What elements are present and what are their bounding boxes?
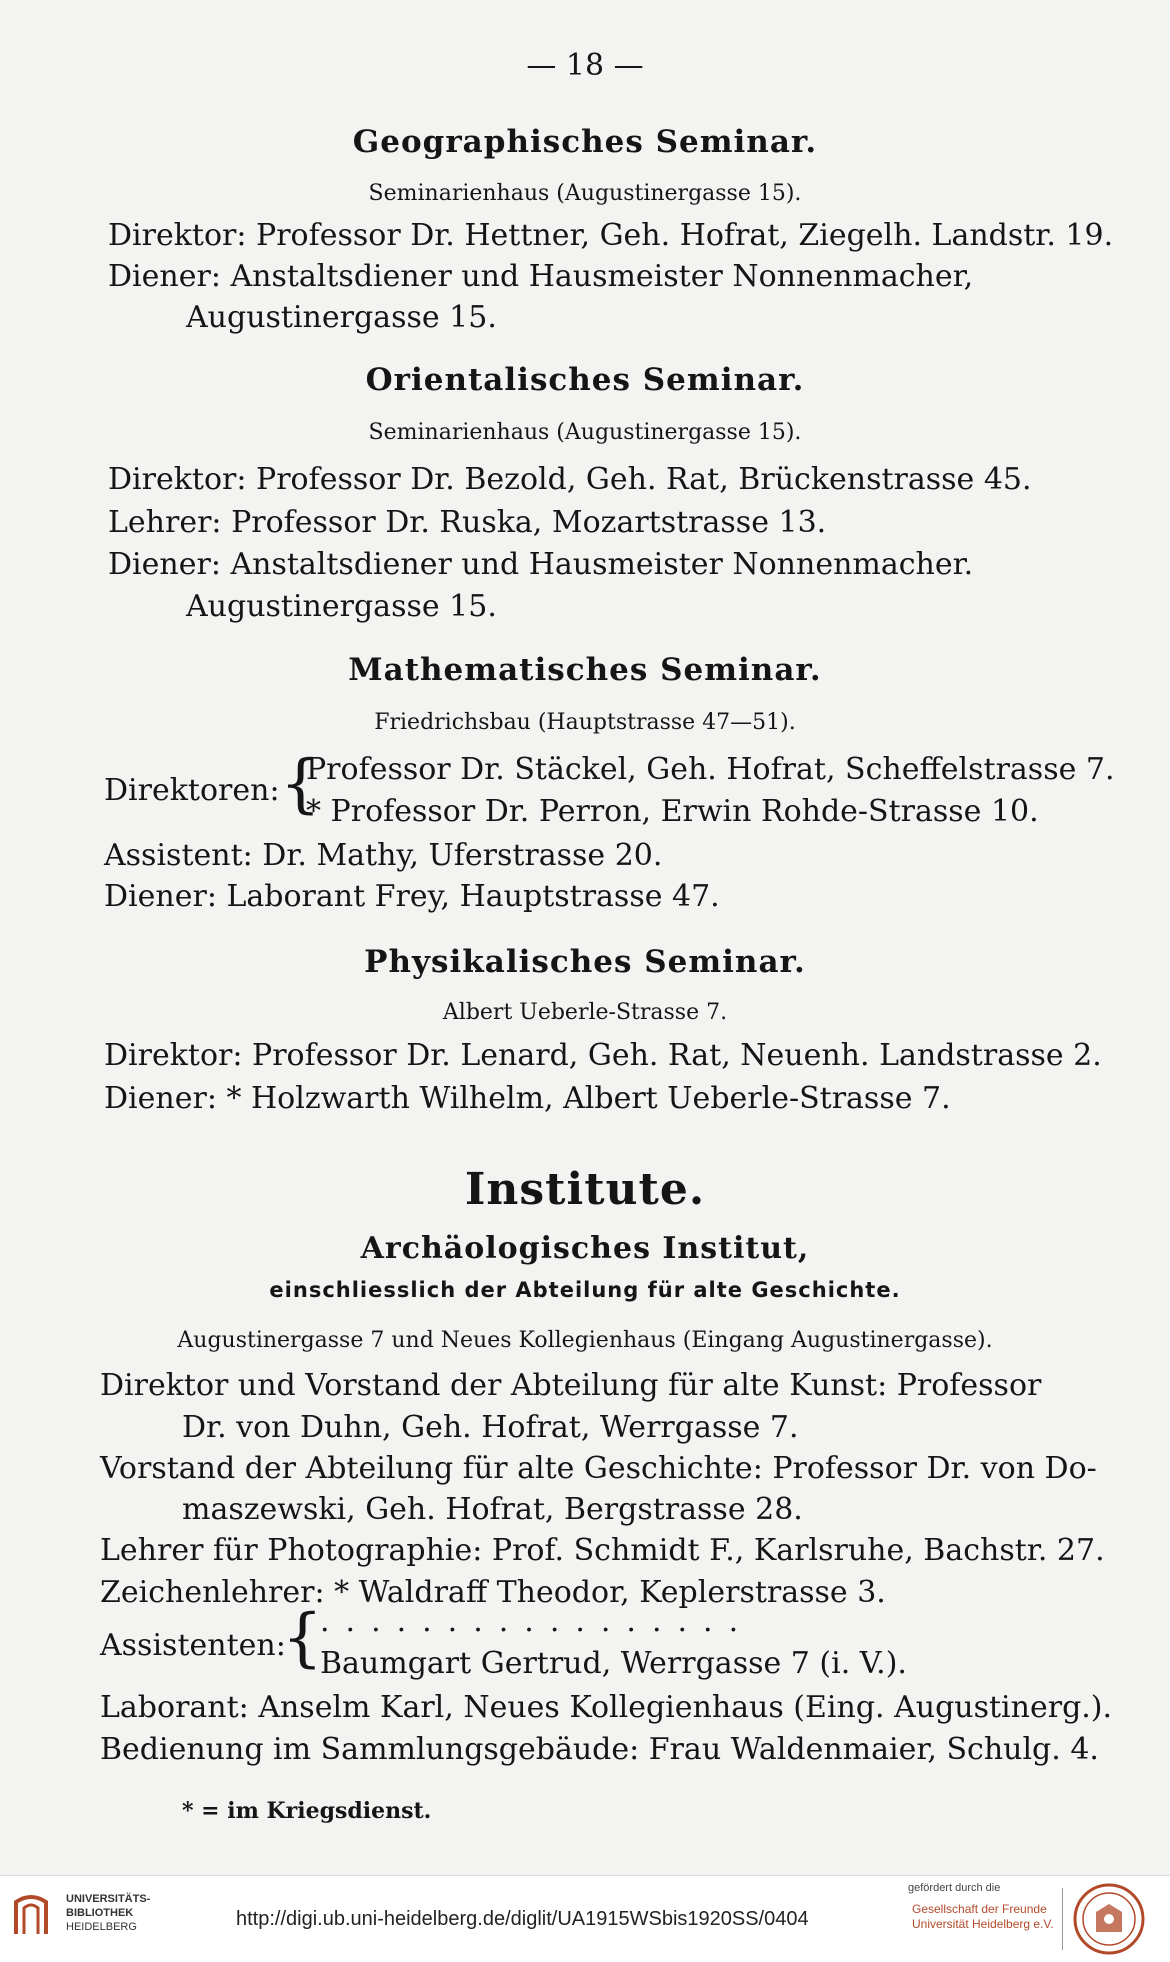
math-servant: Diener: Laborant Frey, Hauptstrasse 47.	[104, 879, 720, 914]
phys-heading: Physikalisches Seminar.	[364, 944, 806, 980]
arch-collection-staff: Bedienung im Sammlungsgebäude: Frau Waldenmaier, Schulg. 4.	[100, 1732, 1099, 1767]
sponsor-intro: gefördert durch die	[908, 1882, 1001, 1894]
phys-address: Albert Ueberle-Strasse 7.	[442, 1000, 728, 1025]
arch-history-head: Vorstand der Abteilung für alte Geschichte: Professor Dr. von Do-	[100, 1451, 1097, 1486]
library-name-line1: UNIVERSITÄTS-	[66, 1893, 151, 1905]
phys-director: Direktor: Professor Dr. Lenard, Geh. Rat, Neuenh. Landstrasse 2.	[104, 1038, 1102, 1073]
library-logo-icon	[10, 1890, 52, 1940]
geo-servant: Diener: Anstaltsdiener und Hausmeister Nonnenmacher,	[108, 259, 974, 294]
arch-director: Direktor und Vorstand der Abteilung für alte Kunst: Professor	[100, 1368, 1042, 1403]
library-name-line2: BIBLIOTHEK	[66, 1907, 134, 1919]
orient-servant-address: Augustinergasse 15.	[186, 589, 497, 624]
orient-servant: Diener: Anstaltsdiener und Hausmeister Nonnenmacher.	[108, 547, 974, 582]
orient-teacher: Lehrer: Professor Dr. Ruska, Mozartstrasse 13.	[108, 505, 827, 540]
math-assistant: Assistent: Dr. Mathy, Uferstrasse 20.	[104, 838, 663, 873]
arch-assistants-label: Assistenten:	[100, 1628, 286, 1663]
math-directors-label: Direktoren:	[104, 773, 280, 808]
geo-director: Direktor: Professor Dr. Hettner, Geh. Hofrat, Ziegelh. Landstr. 19.	[108, 218, 1114, 253]
page-number: — 18 —	[526, 48, 644, 83]
arch-photo-teacher: Lehrer für Photographie: Prof. Schmidt F., Karlsruhe, Bachstr. 27.	[100, 1533, 1105, 1568]
geo-address: Seminarienhaus (Augustinergasse 15).	[368, 181, 802, 206]
library-name-line3: HEIDELBERG	[66, 1921, 137, 1933]
orient-address: Seminarienhaus (Augustinergasse 15).	[368, 420, 802, 445]
arch-history-head-cont: maszewski, Geh. Hofrat, Bergstrasse 28.	[182, 1492, 803, 1527]
math-director-2: * Professor Dr. Perron, Erwin Rohde-Strasse 10.	[306, 794, 1039, 829]
math-director-1: Professor Dr. Stäckel, Geh. Hofrat, Scheffelstrasse 7.	[306, 752, 1115, 787]
sponsor-name	[912, 1902, 1054, 1932]
math-heading: Mathematisches Seminar.	[348, 652, 822, 688]
geo-servant-address: Augustinergasse 15.	[186, 300, 497, 335]
math-brace: {	[280, 747, 321, 821]
arch-assistant-vacant: .................	[320, 1604, 755, 1639]
arch-drawing-teacher: Zeichenlehrer: * Waldraff Theodor, Keplerstrasse 3.	[100, 1575, 886, 1610]
footer-divider	[1062, 1888, 1063, 1950]
orient-heading: Orientalisches Seminar.	[365, 362, 805, 398]
footnote: * = im Kriegsdienst.	[182, 1798, 432, 1824]
sponsor-name-line2: Universität Heidelberg e.V.	[912, 1917, 1054, 1931]
university-seal-icon	[1072, 1882, 1146, 1956]
math-address: Friedrichsbau (Hauptstrasse 47—51).	[374, 710, 796, 735]
orient-director: Direktor: Professor Dr. Bezold, Geh. Rat, Brückenstrasse 45.	[108, 462, 1032, 497]
arch-subheading: einschliesslich der Abteilung für alte Geschichte.	[269, 1278, 901, 1302]
source-url-link[interactable]: http://digi.ub.uni-heidelberg.de/diglit/UA1915WSbis1920SS/0404	[236, 1908, 809, 1930]
geo-heading: Geographisches Seminar.	[352, 124, 818, 160]
arch-assistant-name: Baumgart Gertrud, Werrgasse 7 (i. V.).	[320, 1646, 907, 1681]
arch-lab-assistant: Laborant: Anselm Karl, Neues Kollegienhaus (Eing. Augustinerg.).	[100, 1690, 1113, 1725]
library-name	[66, 1892, 150, 1934]
arch-director-cont: Dr. von Duhn, Geh. Hofrat, Werrgasse 7.	[182, 1410, 799, 1445]
phys-servant: Diener: * Holzwarth Wilhelm, Albert Ueberle-Strasse 7.	[104, 1081, 951, 1116]
arch-heading: Archäologisches Institut,	[360, 1231, 810, 1266]
arch-address: Augustinergasse 7 und Neues Kollegienhaus (Eingang Augustinergasse).	[177, 1328, 993, 1353]
institute-heading: Institute.	[464, 1164, 706, 1215]
sponsor-name-line1: Gesellschaft der Freunde	[912, 1902, 1047, 1916]
arch-assistants-brace: {	[282, 1601, 323, 1675]
footer-bar	[0, 1875, 1170, 1962]
